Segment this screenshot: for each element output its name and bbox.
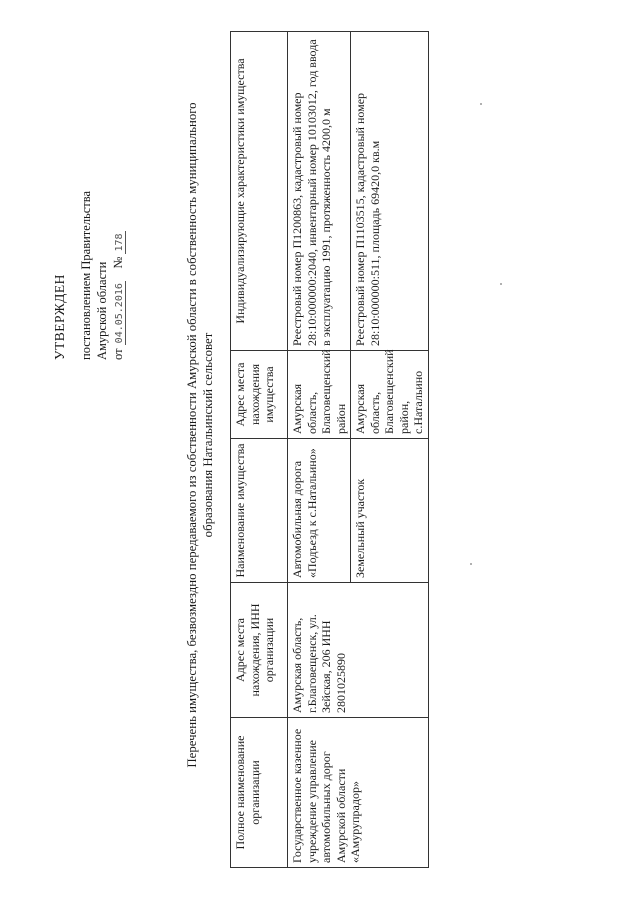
property-characteristics-cell: Реестровый номер П1200863, кадастровый номер 28:10:000000:2040, инвентарный номер 10103012, год ввода в эксплуатацию 1991, протяженность 4200,0 м (288, 32, 351, 351)
property-table (230, 31, 429, 868)
property-address-cell: Амурская область, Благовещенский район, с.Натальино (351, 351, 429, 439)
approval-line-2: Амурской области (95, 261, 109, 360)
title-line-2: образования Натальинский сельсовет (201, 332, 215, 538)
header-characteristics: Индивидуализирующие характеристики имущества (231, 32, 288, 351)
property-name-cell: Автомобильная дорога «Подъезд к с.Натальино» (288, 439, 351, 583)
table-header-row (231, 32, 288, 868)
document-title (184, 35, 216, 835)
approval-stamp (52, 40, 128, 360)
property-name-cell: Земельный участок (351, 439, 429, 583)
header-property-name: Наименование имущества (231, 439, 288, 583)
approval-number: 178 (114, 233, 125, 252)
approval-heading: УТВЕРЖДЕН (52, 274, 67, 360)
title-line-1: Перечень имущества, безвозмездно передаваемого из собственности Амурской области в собственность муниципального (185, 102, 199, 768)
scan-speck (500, 283, 502, 285)
org-address-cell: Амурская область, г.Благовещенск, ул. Зейская, 206 ИНН 2801025890 (288, 583, 429, 718)
header-org-name: Полное наименование организации (231, 718, 288, 868)
table-row (288, 32, 351, 868)
approval-line-1: постановлением Правительства (79, 190, 93, 360)
scan-speck (480, 103, 482, 105)
property-address-cell: Амурская область, Благовещенский район (288, 351, 351, 439)
header-property-address: Адрес места нахождения имущества (231, 351, 288, 439)
approval-date-line (110, 40, 128, 360)
header-org-address: Адрес места нахождения, ИНН организации (231, 583, 288, 718)
org-name-cell: Государственное казенное учреждение управление автомобильных дорог Амурской области «Амурупрадор» (288, 718, 429, 868)
approval-date-prefix: от (111, 348, 125, 360)
property-characteristics-cell: Реестровый номер П1103515, кадастровый номер 28:10:000000:511, площадь 69420,0 кв.м (351, 32, 429, 351)
approval-date: 04.05.2016 (114, 283, 125, 344)
approval-number-prefix: № (111, 256, 125, 269)
scan-speck (470, 563, 472, 565)
